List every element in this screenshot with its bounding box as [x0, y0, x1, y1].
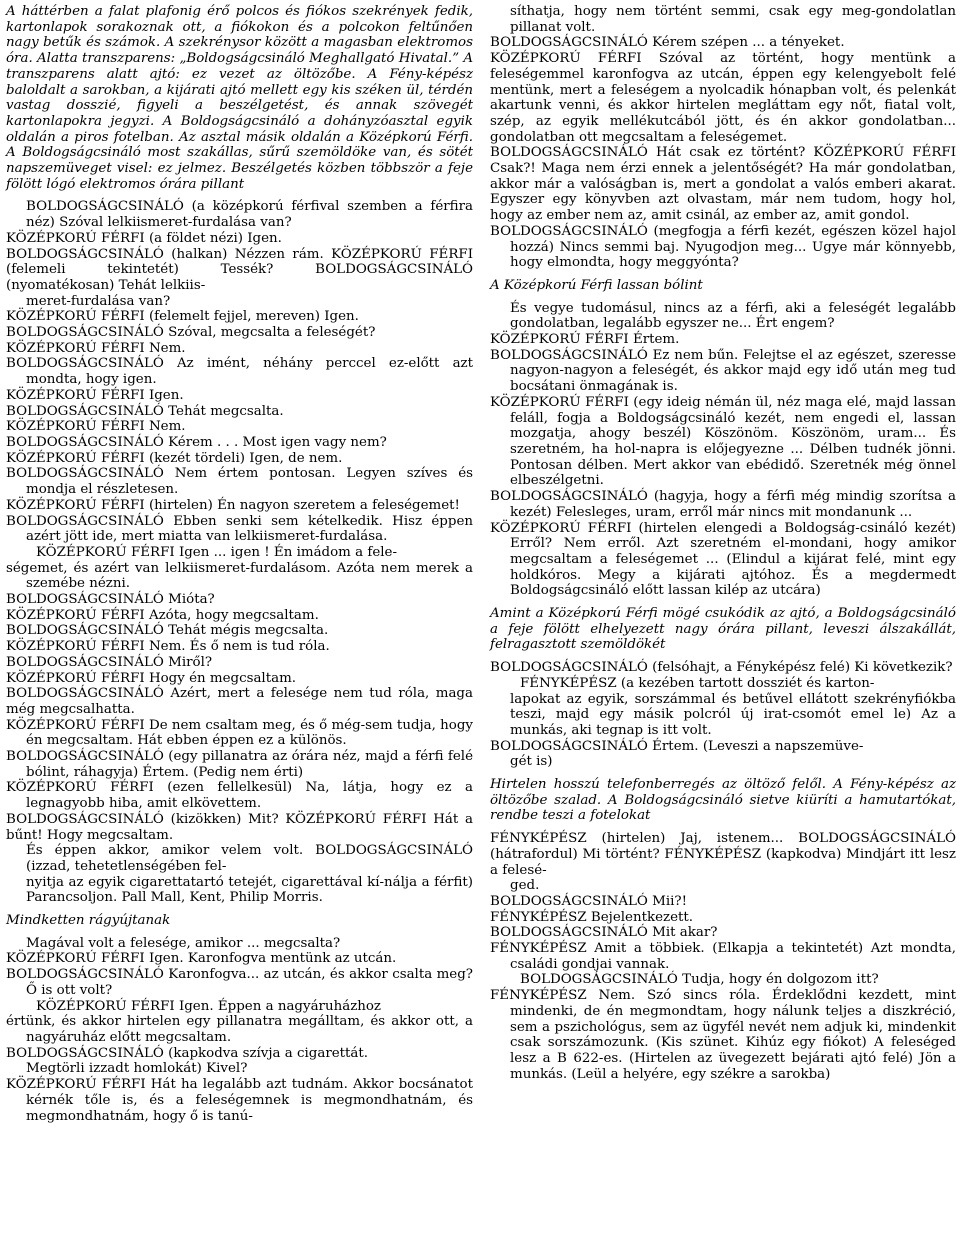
left-paragraph: BOLDOGSÁGCSINÁLÓ Kérem . . . Most igen vagy nem? — [6, 434, 387, 450]
left-paragraph: értünk, és akkor hirtelen egy pillanatra megálltam, és akkor ott, a nagyáruház előtt megcsaltam. — [6, 1014, 473, 1045]
left-paragraph: KÖZÉPKORÚ FÉRFI Nem. — [6, 340, 186, 356]
left-paragraph: BOLDOGSÁGCSINÁLÓ Ebben senki sem kételkedik. Hisz éppen azért jött ide, mert miatta van lelkiismeret-furdalása. — [6, 513, 473, 545]
right-paragraph: BOLDOGSÁGCSINÁLÓ Ez nem bűn. Felejtse el az egészet, szeresse nagyon-nagyon a feleségét, és akkor majd egy idő után meg tud bocsátani önmagának is. — [490, 347, 956, 395]
left-paragraph: KÖZÉPKORÚ FÉRFI (felemelt fejjel, mereven) Igen. — [6, 309, 359, 325]
left-paragraph: A háttérben a falat plafonig érő polcos és fiókos szekrények fedik, kartonlapok sorakoznak ott, a fiókokon és a polcokon feltűnően nagy betűk és számok. A szekrénysor között a magasban elektromos óra. Alatta transzparens: „Boldogságcsináló Meghallgató Hivatal.” A transzparens alatt ajtó: ez vezet az öltözőbe. A Fény-képész baloldalt a sarokban, a kijárati ajtó mellett egy kis széken ül, térdén vastag dosszié, figyeli a beszélgetést, és annak szövegét kartonlapokra jegyzi. A Boldogságcsináló a dohányzóasztal egyik oldalán a piros fotelban. Az asztal másik oldalán a Középkorú Férfi. A Boldogságcsináló most szakállas, sűrű szemöldöke van, és sötét napszemüveget visel: ez jelmez. Beszélgetés közben többször a feje fölött lógó elektromos órára pillant — [6, 4, 473, 192]
right-paragraph: síthatja, hogy nem történt semmi, csak egy meg-gondolatlan pillanat volt. — [510, 4, 956, 35]
left-paragraph: BOLDOGSÁGCSINÁLÓ (a középkorú férfival szemben a férfira néz) Szóval lelkiismeret-furdalása van? — [26, 199, 473, 231]
left-paragraph: KÖZÉPKORÚ FÉRFI Igen ... igen ! Én imádom a fele- — [36, 544, 397, 560]
left-paragraph: KÖZÉPKORÚ FÉRFI (a földet nézi) Igen. — [6, 230, 282, 246]
right-paragraph: FÉNYKÉPÉSZ (hirtelen) Jaj, istenem... BOLDOGSÁGCSINÁLÓ (hátrafordul) Mi történt? FÉNYKÉPÉSZ (kapkodva) Mindjárt itt lesz a felesé- — [490, 831, 956, 878]
left-paragraph: ségemet, és azért van lelkiismeret-furdalásom. Azóta nem merek a szemébe nézni. — [6, 560, 473, 592]
left-paragraph: KÖZÉPKORÚ FÉRFI (ezen fellelkesül) Na, látja, hogy ez a legnagyobb hiba, amit elkövettem. — [6, 780, 473, 812]
left-paragraph: Mindketten rágyújtanak — [6, 913, 171, 929]
right-paragraph: BOLDOGSÁGCSINÁLÓ (megfogja a férfi kezét, egészen közel hajol hozzá) Nincs semmi baj. Nyugodjon meg... Ugye már könnyebb, hogy elmondta, hogy meggyónta? — [490, 223, 956, 271]
right-paragraph: ged. — [510, 878, 540, 894]
left-paragraph: KÖZÉPKORÚ FÉRFI Nem. — [6, 419, 186, 435]
left-paragraph: BOLDOGSÁGCSINÁLÓ (kizökken) Mit? KÖZÉPKORÚ FÉRFI Hát a bűnt! Hogy megcsaltam. — [6, 811, 473, 843]
right-paragraph: lapokat az egyik, sorszámmal és betűvel ellátott szekrényfiókba teszi, majd egy másik polcról új irat-csomót emel le) Az a munkás, aki tegnap is itt volt. — [510, 691, 956, 738]
left-column — [6, 4, 473, 1124]
left-paragraph: BOLDOGSÁGCSINÁLÓ Az imént, néhány perccel ez-előtt azt mondta, hogy igen. — [6, 356, 473, 388]
left-paragraph: KÖZÉPKORÚ FÉRFI De nem csaltam meg, és ő még-sem tudja, hogy én megcsaltam. Hát ebben éppen ez a különös. — [6, 717, 473, 749]
left-paragraph: BOLDOGSÁGCSINÁLÓ Tehát mégis megcsalta. — [6, 623, 329, 639]
left-paragraph: KÖZÉPKORÚ FÉRFI Igen. Karonfogva mentünk az utcán. — [6, 951, 397, 967]
left-paragraph: KÖZÉPKORÚ FÉRFI Hát ha legalább azt tudnám. Akkor bocsánatot kérnék tőle is, és a feleségemnek is megmondhatnám, és megmondhatnám, hogy ő is tanú- — [6, 1077, 473, 1124]
left-paragraph: BOLDOGSÁGCSINÁLÓ Szóval, megcsalta a feleségét? — [6, 325, 376, 341]
right-paragraph: Amint a Középkorú Férfi mögé csukódik az ajtó, a Boldogságcsináló a feje fölött elhelyezett nagy órára pillant, leveszi álszakállát, felragasztott szemöldökét — [490, 606, 956, 653]
right-paragraph: A Középkorú Férfi lassan bólint — [490, 277, 703, 293]
left-paragraph: KÖZÉPKORÚ FÉRFI (hirtelen) Én nagyon szeretem a feleségemet! — [6, 497, 460, 513]
left-paragraph: BOLDOGSÁGCSINÁLÓ Nem értem pontosan. Legyen szíves és mondja el részletesen. — [6, 466, 473, 498]
left-paragraph: BOLDOGSÁGCSINÁLÓ Karonfogva... az utcán, és akkor csalta meg? Ő is ott volt? — [6, 967, 473, 998]
right-paragraph: KÖZÉPKORÚ FÉRFI (egy ideig némán ül, néz maga elé, majd lassan feláll, fogja a Boldogságcsináló kezét, nem engedi el, lassan mozgatja, ahogy beszél) Köszönöm. Köszönöm, uram... És szeretném, ha hol-napra is előjegyezne ... Délben tudnék jönni. Pontosan délben. Mert akkor van ebédidő. Szeretnék még önnel elbeszélgetni. — [490, 394, 956, 489]
right-paragraph: KÖZÉPKORÚ FÉRFI (hirtelen elengedi a Boldogság-csináló kezét) Erről? Nem erről. Azt szeretném el-mondani, hogy amikor megcsaltam a feleségemet ... (Elindul a kijárat felé, mint egy holdkóros. Megy a kijárati ajtóhoz. És a megdermedt Boldogságcsináló előtt lassan kilép az utcára) — [490, 520, 956, 599]
left-paragraph: KÖZÉPKORÚ FÉRFI Igen. Éppen a nagyáruházhoz — [36, 998, 381, 1014]
right-paragraph: KÖZÉPKORÚ FÉRFI Értem. — [490, 332, 680, 348]
left-paragraph: BOLDOGSÁGCSINÁLÓ (egy pillanatra az órára néz, majd a férfi felé bólint, ráhagyja) Értem. (Pedig nem érti) — [6, 749, 473, 780]
right-paragraph: BOLDOGSÁGCSINÁLÓ Hát csak ez történt? KÖZÉPKORÚ FÉRFI Csak?! Maga nem érzi ennek a jelentőségét? Ha már gondolatban, akkor már a valóságban is, mert a gondolat a valós emberi akarat. Egyszer egy könyvben azt olvastam, már nem tudom, hogy hol, hogy az ember nem az, amit csinál, az ember az, amit gondol. — [490, 145, 956, 224]
right-column — [490, 4, 956, 1082]
left-paragraph: És éppen akkor, amikor velem volt. BOLDOGSÁGCSINÁLÓ (izzad, tehetetlenségében fel- — [26, 843, 473, 874]
left-paragraph: KÖZÉPKORÚ FÉRFI (kezét tördeli) Igen, de nem. — [6, 450, 343, 466]
right-paragraph: KÖZÉPKORÚ FÉRFI Szóval az történt, hogy mentünk a feleségemmel karonfogva az utcán, éppen egy kelengyebolt felé mentünk, mert a feleségem a nyolcadik hónapban volt, és pelenkát akartunk venni, és akkor hirtelen megláttam egy nőt, fiatal volt, szép, az egyik mellékutcából jött, és én akkor gondolatban... gondolatban ott megcsaltam a feleségemet. — [490, 51, 956, 145]
right-paragraph: FÉNYKÉPÉSZ Bejelentkezett. — [490, 909, 694, 925]
right-paragraph: BOLDOGSÁGCSINÁLÓ Mit akar? — [490, 925, 718, 941]
right-paragraph: BOLDOGSÁGCSINÁLÓ Tudja, hogy én dolgozom itt? — [520, 972, 879, 988]
right-paragraph: BOLDOGSÁGCSINÁLÓ Kérem szépen ... a tényeket. — [490, 35, 845, 51]
right-paragraph: FÉNYKÉPÉSZ Amit a többiek. (Elkapja a tekintetét) Azt mondta, családi gondjai vannak. — [490, 941, 956, 972]
left-paragraph: BOLDOGSÁGCSINÁLÓ Mióta? — [6, 592, 215, 608]
left-paragraph: nyitja az egyik cigarettatartó tetejét, cigarettával kí-nálja a férfit) Parancsoljon. Pall Mall, Kent, Philip Morris. — [26, 874, 473, 906]
left-paragraph: KÖZÉPKORÚ FÉRFI Azóta, hogy megcsaltam. — [6, 607, 319, 623]
right-paragraph: BOLDOGSÁGCSINÁLÓ Értem. (Leveszi a napszemüve- — [490, 738, 864, 754]
left-paragraph: Magával volt a felesége, amikor ... megcsalta? — [26, 935, 341, 951]
left-paragraph: KÖZÉPKORÚ FÉRFI Igen. — [6, 387, 184, 403]
left-paragraph: meret-furdalása van? — [26, 293, 171, 309]
left-paragraph: BOLDOGSÁGCSINÁLÓ (kapkodva szívja a cigarettát. — [6, 1045, 369, 1061]
right-paragraph: Hirtelen hosszú telefonberregés az öltöző felől. A Fény-képész az öltözőbe szalad. A Boldogságcsináló sietve kiüríti a hamutartókat, rendbe teszi a fotelokat — [490, 777, 956, 824]
left-paragraph: BOLDOGSÁGCSINÁLÓ Tehát megcsalta. — [6, 403, 284, 419]
left-paragraph: KÖZÉPKORÚ FÉRFI Hogy én megcsaltam. — [6, 670, 297, 686]
right-paragraph: És vegye tudomásul, nincs az a férfi, aki a feleségét legalább gondolatban, legalább egyszer ne... Ért engem? — [510, 300, 956, 332]
right-paragraph: gét is) — [510, 754, 553, 770]
right-paragraph: BOLDOGSÁGCSINÁLÓ (hagyja, hogy a férfi még mindig szorítsa a kezét) Felesleges, uram, erről már nincs mit mondanunk ... — [490, 489, 956, 520]
left-paragraph: Megtörli izzadt homlokát) Kivel? — [26, 1061, 248, 1077]
left-paragraph: KÖZÉPKORÚ FÉRFI Nem. És ő nem is tud róla. — [6, 639, 330, 655]
right-paragraph: BOLDOGSÁGCSINÁLÓ (felsóhajt, a Fényképész felé) Ki következik? — [490, 660, 953, 676]
right-paragraph: FÉNYKÉPÉSZ (a kezében tartott dossziét és karton- — [520, 675, 875, 691]
left-paragraph: BOLDOGSÁGCSINÁLÓ Miről? — [6, 654, 213, 670]
left-paragraph: BOLDOGSÁGCSINÁLÓ (halkan) Nézzen rám. KÖZÉPKORÚ FÉRFI (felemeli tekintetét) Tessék? BOLDOGSÁGCSINÁLÓ (nyomatékosan) Tehát lelkiis- — [6, 246, 473, 293]
right-paragraph: BOLDOGSÁGCSINÁLÓ Mii?! — [490, 893, 687, 909]
left-paragraph: BOLDOGSÁGCSINÁLÓ Azért, mert a felesége nem tud róla, maga még megcsalhatta. — [6, 686, 473, 717]
right-paragraph: FÉNYKÉPÉSZ Nem. Szó sincs róla. Érdeklődni kezdett, mint mindenki, de én megmondtam, hogy nálunk teljes a diszkréció, sem a pszichológus, sem az ügyfél nevét nem adjuk ki, mindenkit csak sorszámozunk. (Kis szünet. Kihúz egy fiókot) A feleséged lesz a B 622-es. (Hirtelen az üvegezett bejárati ajtó felé) Jön a munkás. (Leül a helyére, egy székre a sarokba) — [490, 988, 956, 1082]
